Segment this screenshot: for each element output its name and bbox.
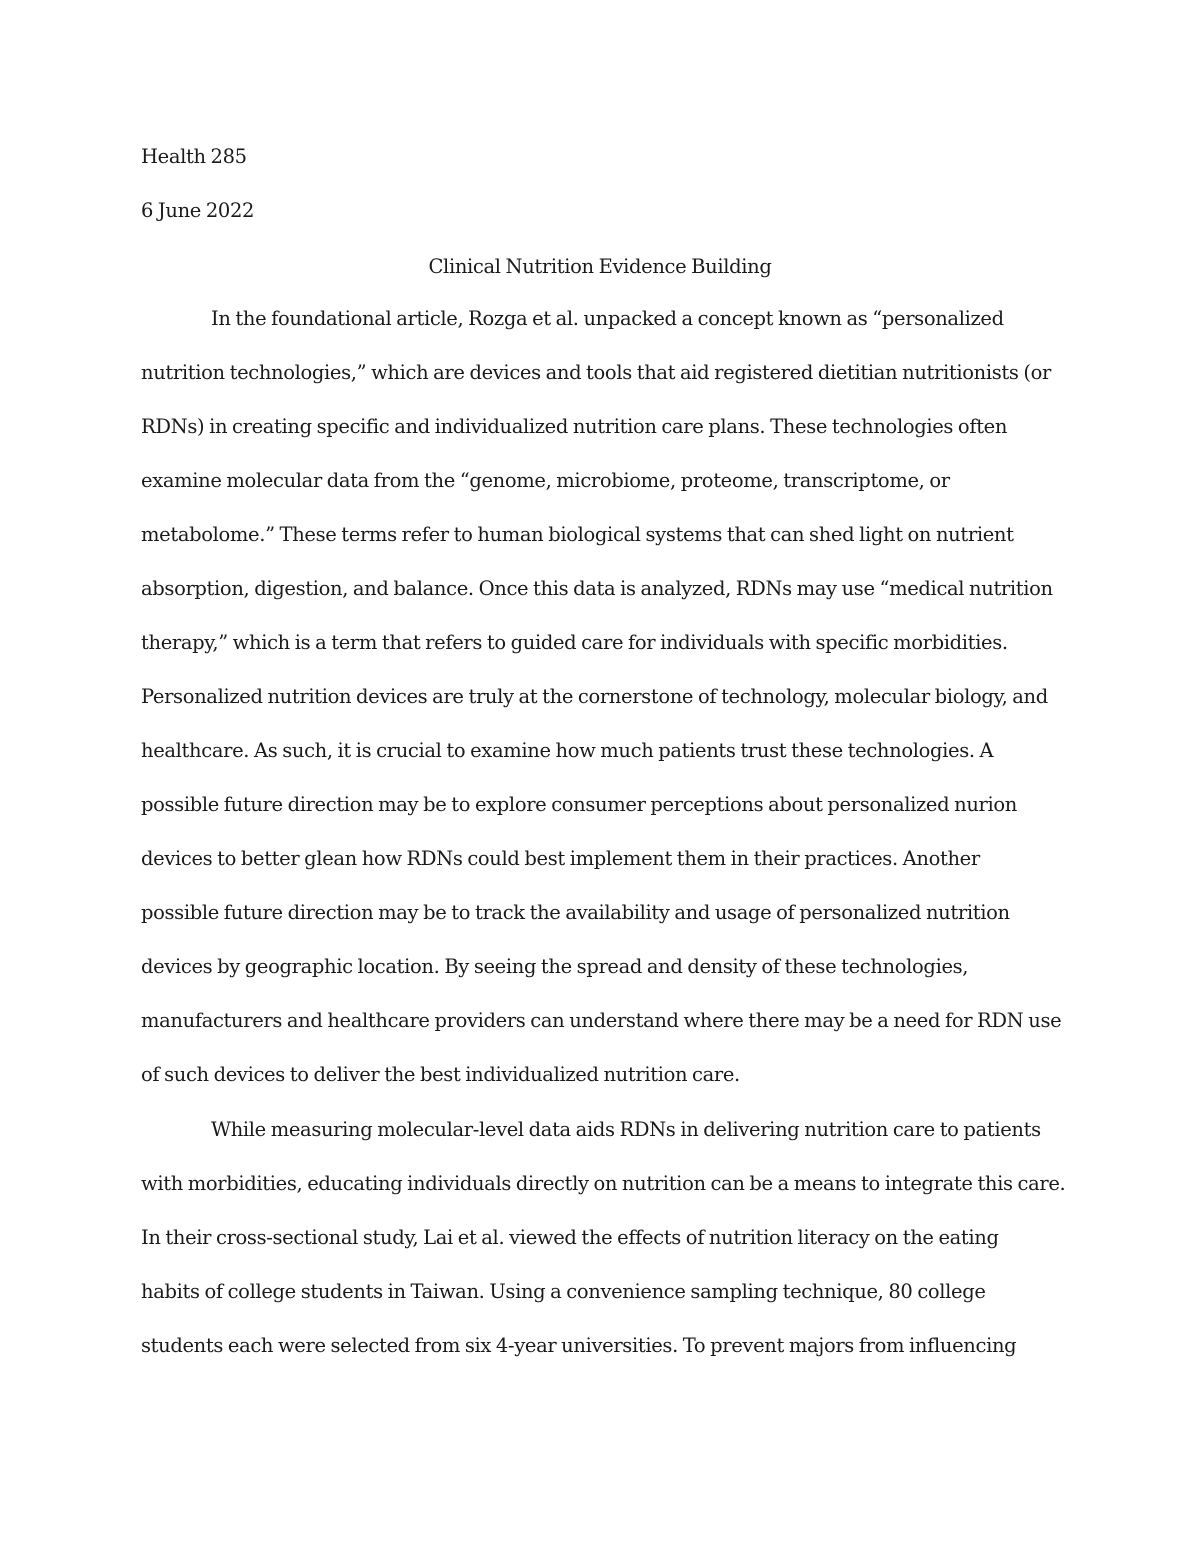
paragraph-1-line: examine molecular data from the “genome, microbiome, proteome, transcriptome, or xyxy=(141,469,950,492)
paragraph-2-line: In their cross-sectional study, Lai et al. viewed the effects of nutrition literacy on the eating xyxy=(141,1226,999,1249)
document-date: 6 June 2022 xyxy=(141,199,255,222)
course-name: Health 285 xyxy=(141,145,247,168)
paragraph-1-line: manufacturers and healthcare providers can understand where there may be a need for RDN use xyxy=(141,1009,1062,1032)
paragraph-1-line: absorption, digestion, and balance. Once this data is analyzed, RDNs may use “medical nutrition xyxy=(141,577,1053,600)
paragraph-1-line: healthcare. As such, it is crucial to examine how much patients trust these technologies. A xyxy=(141,739,994,762)
paragraph-2-line: While measuring molecular-level data aids RDNs in delivering nutrition care to patients xyxy=(211,1118,1041,1141)
document-title: Clinical Nutrition Evidence Building xyxy=(428,255,772,278)
paragraph-1-line: nutrition technologies,” which are devices and tools that aid registered dietitian nutritionists (or xyxy=(141,361,1051,384)
paragraph-2-line: students each were selected from six 4-year universities. To prevent majors from influencing xyxy=(141,1334,1017,1357)
paragraph-1-line: In the foundational article, Rozga et al. unpacked a concept known as “personalized xyxy=(211,307,1004,330)
paragraph-1-line: of such devices to deliver the best individualized nutrition care. xyxy=(141,1063,740,1086)
paragraph-1-line: devices to better glean how RDNs could best implement them in their practices. Another xyxy=(141,847,980,870)
paragraph-1-line: Personalized nutrition devices are truly at the cornerstone of technology, molecular biology, and xyxy=(141,685,1048,708)
paragraph-1-line: possible future direction may be to explore consumer perceptions about personalized nurion xyxy=(141,793,1017,816)
paragraph-2-line: with morbidities, educating individuals directly on nutrition can be a means to integrate this care. xyxy=(141,1172,1066,1195)
paragraph-1-line: possible future direction may be to track the availability and usage of personalized nutrition xyxy=(141,901,1010,924)
paragraph-2-line: habits of college students in Taiwan. Using a convenience sampling technique, 80 college xyxy=(141,1280,986,1303)
paragraph-1-line: RDNs) in creating specific and individualized nutrition care plans. These technologies often xyxy=(141,415,1008,438)
paragraph-1-line: metabolome.” These terms refer to human biological systems that can shed light on nutrient xyxy=(141,523,1014,546)
paragraph-1-line: devices by geographic location. By seeing the spread and density of these technologies, xyxy=(141,955,969,978)
paragraph-1-line: therapy,” which is a term that refers to guided care for individuals with specific morbidities. xyxy=(141,631,1008,654)
